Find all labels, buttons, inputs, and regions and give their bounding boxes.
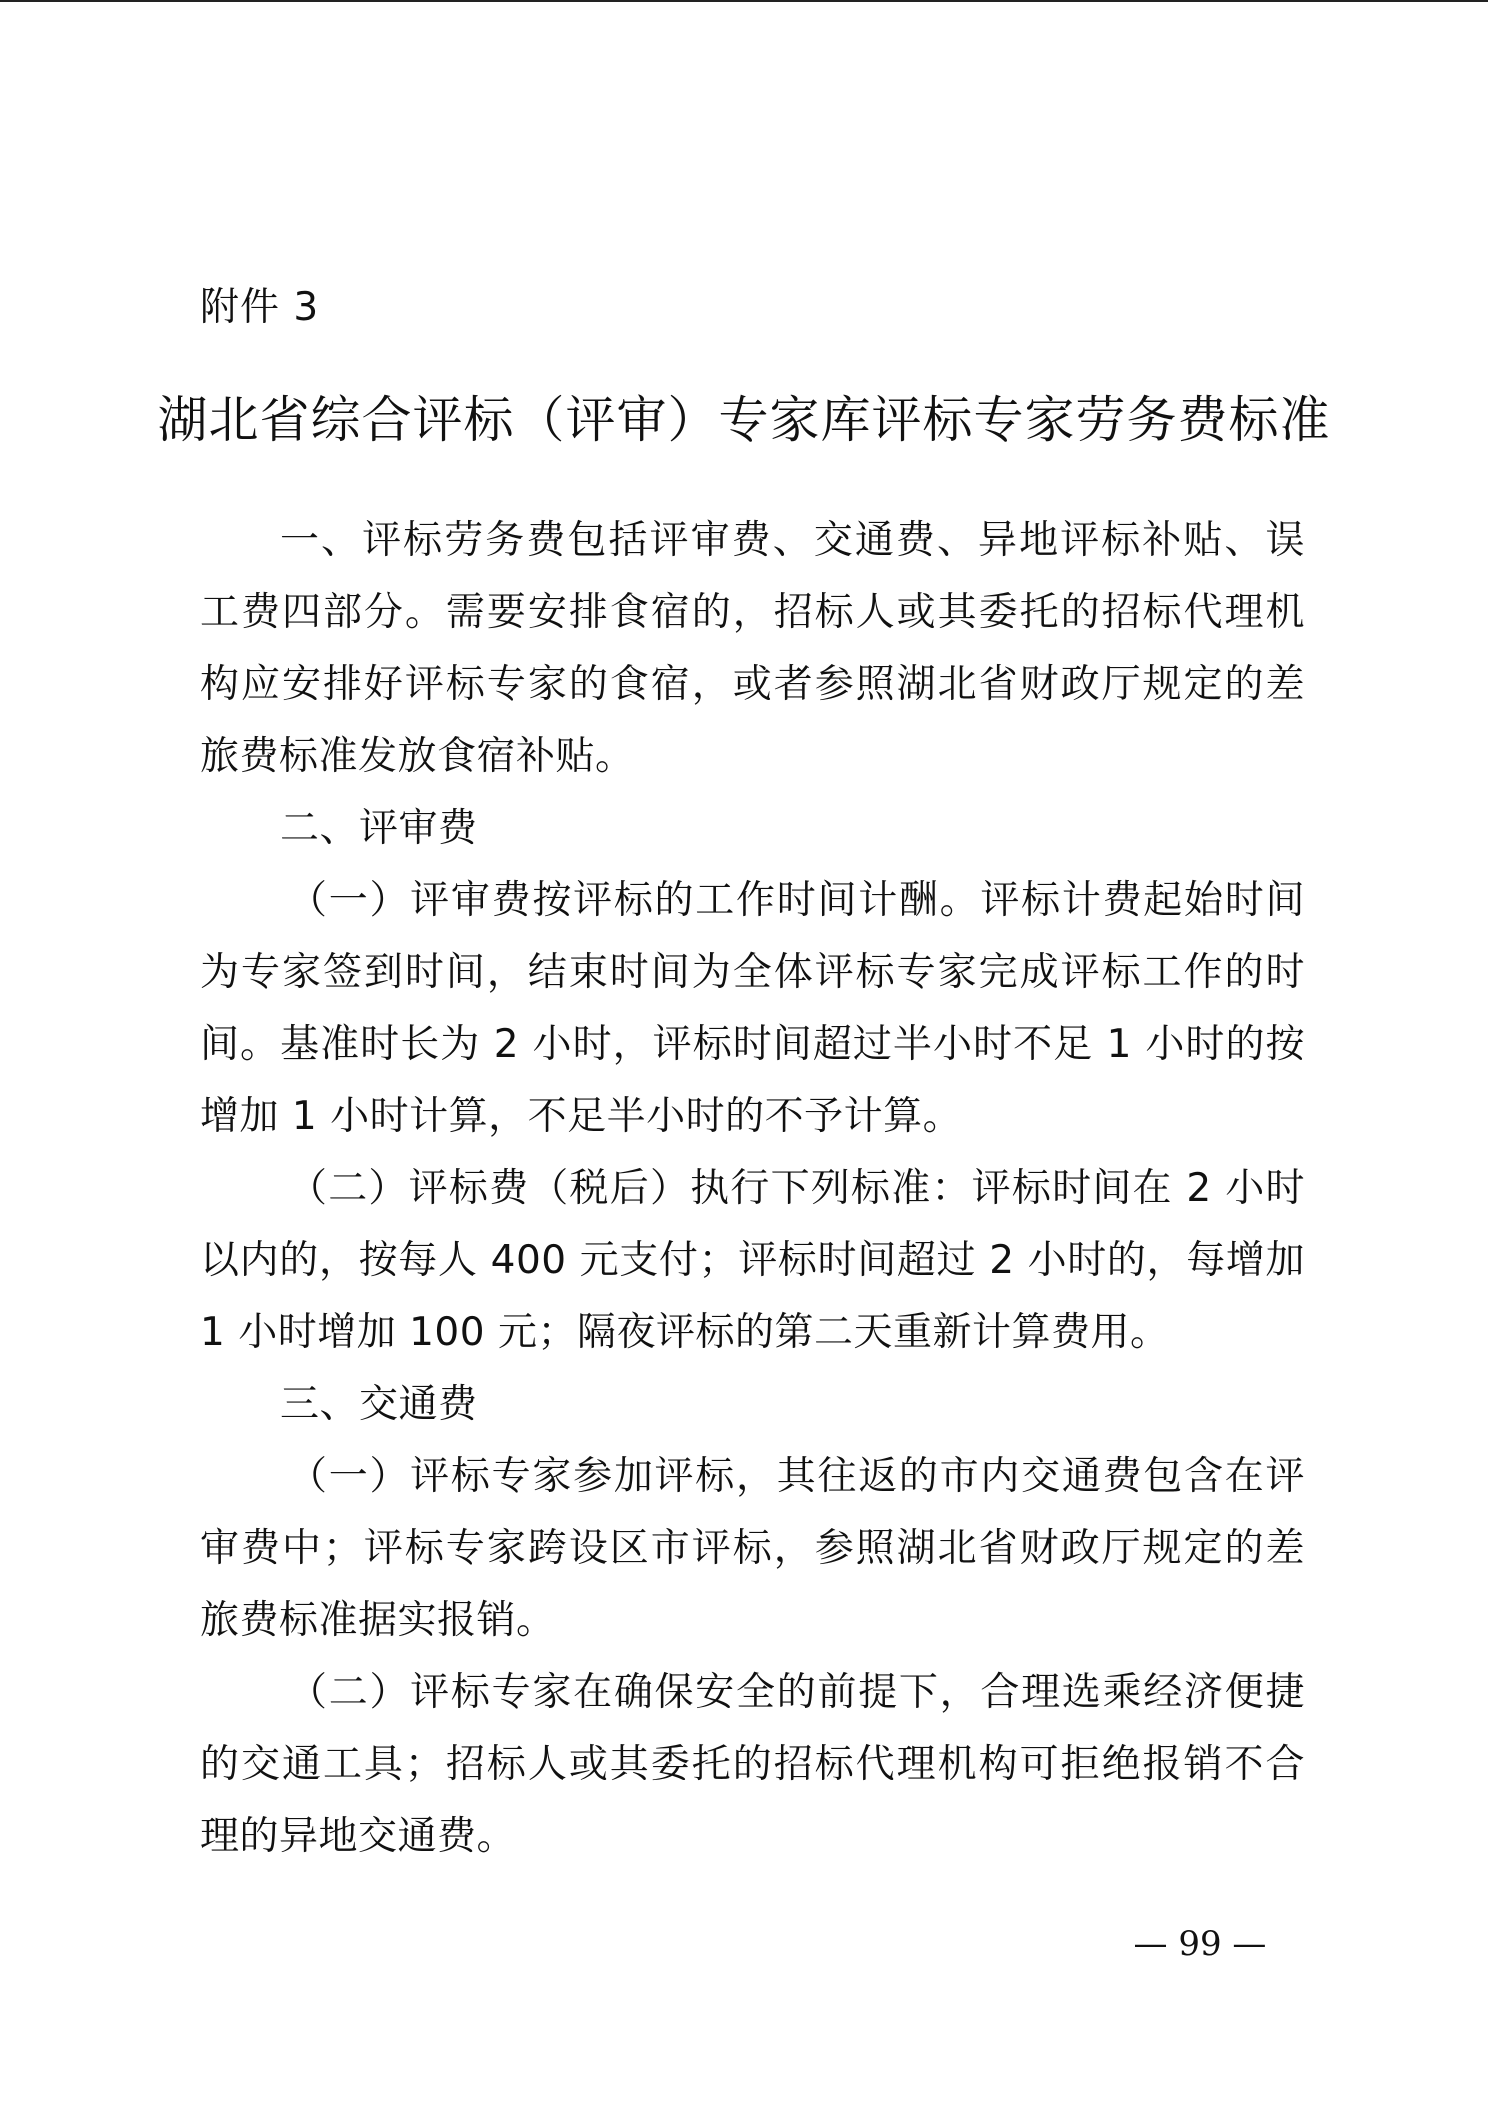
- page-number: — 99 —: [1133, 1924, 1267, 1964]
- attachment-label: 附件 3: [200, 285, 320, 330]
- top-border-line: [0, 0, 1488, 2]
- paragraph-transport-reimbursement: （一）评标专家参加评标，其往返的市内交通费包含在评审费中；评标专家跨设区市评标，参照湖北省财政厅规定的差旅费标准据实报销。: [200, 1454, 1305, 1643]
- paragraph-composition: 一、评标劳务费包括评审费、交通费、异地评标补贴、误工费四部分。需要安排食宿的，招标人或其委托的招标代理机构应安排好评标专家的食宿，或者参照湖北省财政厅规定的差旅费标准发放食宿补贴。: [200, 518, 1305, 779]
- paragraph-review-fee-timing: （一）评审费按评标的工作时间计酬。评标计费起始时间为专家签到时间，结束时间为全体评标专家完成评标工作的时间。基准时长为 2 小时，评标时间超过半小时不足 1 小时的按增加 1 小时计算，不足半小时的不予计算。: [200, 878, 1305, 1139]
- section-heading-transport-fee: 三、交通费: [280, 1382, 478, 1427]
- document-title: 湖北省综合评标（评审）专家库评标专家劳务费标准: [157, 391, 1331, 449]
- document-body: [200, 505, 1305, 1873]
- paragraph-review-fee-standard: （二）评标费（税后）执行下列标准：评标时间在 2 小时以内的，按每人 400 元支付；评标时间超过 2 小时的，每增加 1 小时增加 100 元；隔夜评标的第二天重新计算费用。: [200, 1166, 1305, 1355]
- section-heading-review-fee: 二、评审费: [280, 806, 478, 851]
- paragraph-transport-choice: （二）评标专家在确保安全的前提下，合理选乘经济便捷的交通工具；招标人或其委托的招标代理机构可拒绝报销不合理的异地交通费。: [200, 1670, 1305, 1859]
